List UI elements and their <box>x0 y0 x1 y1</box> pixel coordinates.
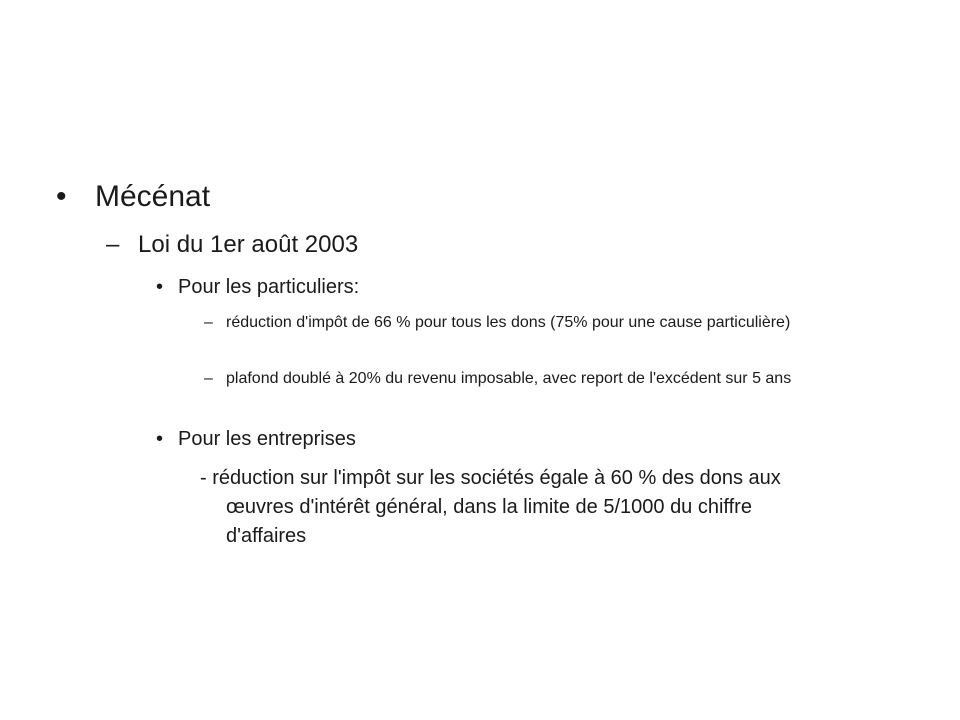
bullet-icon: • <box>156 276 164 298</box>
dash-icon: – <box>204 314 213 331</box>
paragraph-line: œuvres d'intérêt général, dans la limite de 5/1000 du chiffre <box>226 496 752 518</box>
item-reduction-impot: réduction d'impôt de 66 % pour tous les dons (75% pour une cause particulière) <box>226 314 791 331</box>
paragraph-line: - réduction sur l'impôt sur les sociétés égale à 60 % des dons aux <box>200 467 781 489</box>
paragraph-line: d'affaires <box>226 525 307 547</box>
dash-icon: – <box>106 231 120 258</box>
particuliers-label: Pour les particuliers: <box>178 276 360 298</box>
bullet-icon: • <box>56 180 67 213</box>
entreprises-paragraph <box>200 464 890 551</box>
item-plafond: plafond doublé à 20% du revenu imposable, avec report de l'excédent sur 5 ans <box>226 370 792 387</box>
entreprises-label: Pour les entreprises <box>178 428 356 450</box>
dash-icon: – <box>204 370 213 387</box>
bullet-icon: • <box>156 428 164 450</box>
heading-mecenat: Mécénat <box>95 180 211 213</box>
subheading-loi: Loi du 1er août 2003 <box>138 231 359 258</box>
